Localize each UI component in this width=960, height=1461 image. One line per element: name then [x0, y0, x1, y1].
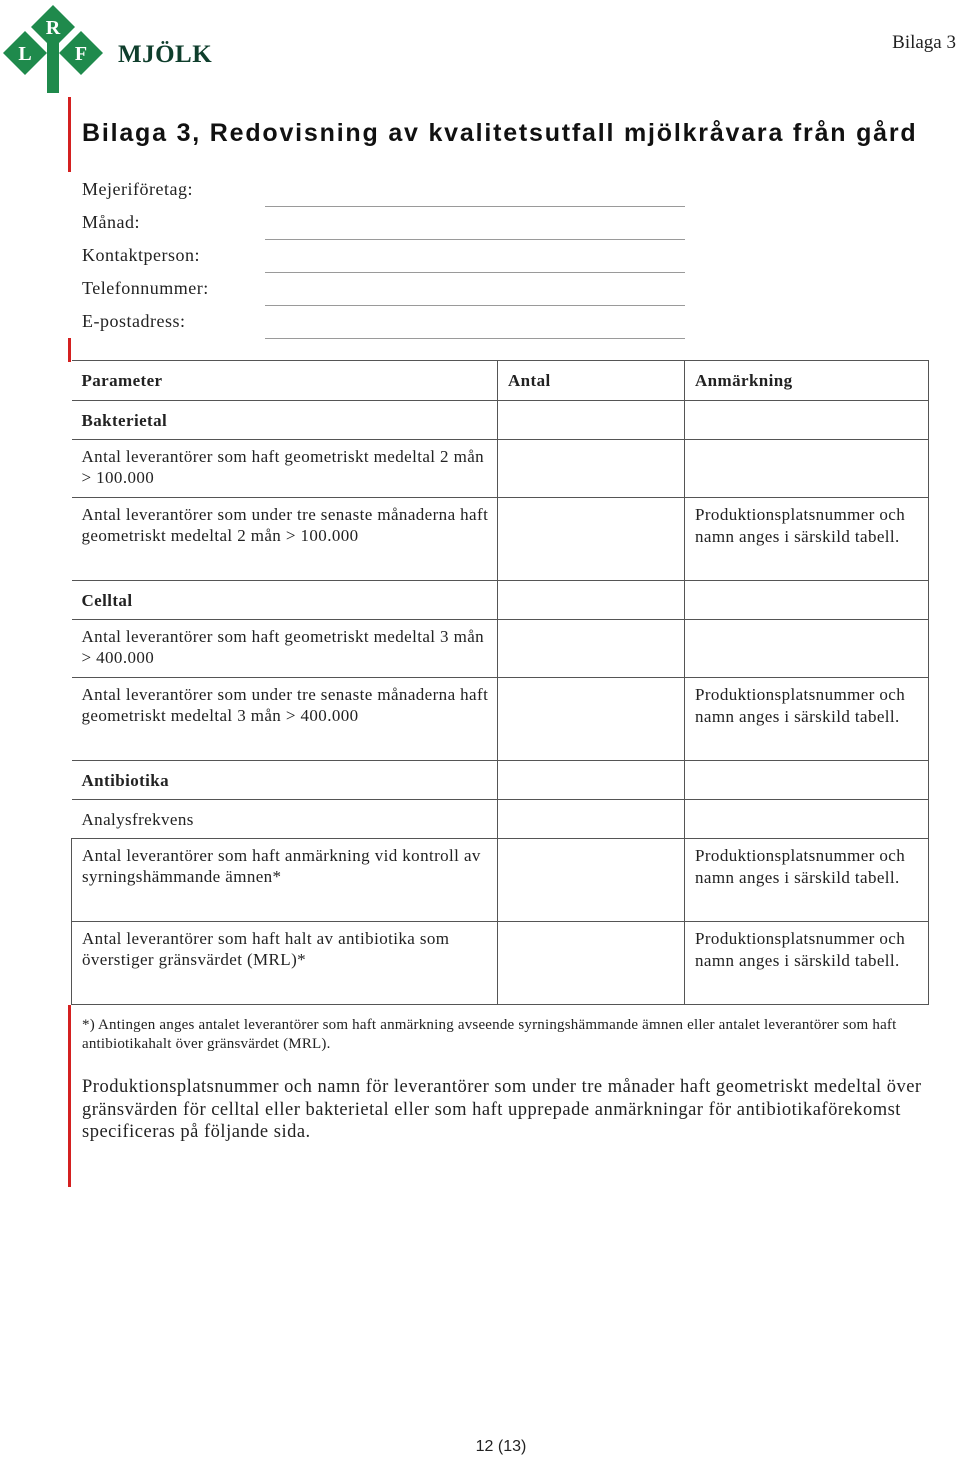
accent-bar-notes: [68, 1005, 71, 1187]
field-label-telefonnummer: Telefonnummer:: [82, 278, 209, 298]
field-line-epostadress[interactable]: [265, 338, 685, 339]
note-cell[interactable]: [685, 581, 929, 620]
param-cell: Antal leverantörer som under tre senaste månaderna haft geometriskt medeltal 2 mån > 100.000: [72, 498, 498, 581]
parameter-table: [71, 360, 929, 1005]
page-number: 12 (13): [475, 1438, 527, 1455]
note-cell[interactable]: [685, 401, 929, 440]
section-row-celltal: [72, 581, 929, 620]
antal-cell[interactable]: [498, 498, 685, 581]
param-cell: Antal leverantörer som haft anmärkning vid kontroll av syrningshämmande ämnen*: [72, 839, 498, 922]
field-label-manad: Månad:: [82, 212, 140, 232]
footnote: *) Antingen anges antalet leverantörer som haft anmärkning avseende syrningshämmande ämnen eller antalet leverantörer som haft antibiotikahalt över gränsvärdet (MRL).: [82, 1017, 897, 1052]
lrf-clover-icon: [2, 3, 114, 95]
attachment-tag: Bilaga 3: [892, 32, 956, 53]
param-cell: Antal leverantörer som under tre senaste månaderna haft geometriskt medeltal 3 mån > 400.000: [72, 678, 498, 761]
note-cell: Produktionsplatsnummer och namn anges i särskild tabell.: [685, 839, 929, 922]
param-cell: Antal leverantörer som haft halt av antibiotika som överstiger gränsvärdet (MRL)*: [72, 922, 498, 1005]
antal-cell[interactable]: [498, 678, 685, 761]
section-row-antibiotika: [72, 761, 929, 800]
note-cell[interactable]: [685, 620, 929, 678]
note-cell: Produktionsplatsnummer och namn anges i särskild tabell.: [685, 922, 929, 1005]
brand-name: MJÖLK: [118, 41, 213, 68]
antal-cell[interactable]: [498, 922, 685, 1005]
field-line-manad[interactable]: [265, 239, 685, 240]
header-anmarkning: Anmärkning: [685, 361, 929, 401]
page-title: Bilaga 3, Redovisning av kvalitetsutfall mjölkråvara från gård: [82, 119, 918, 147]
logo-letter-f: F: [74, 43, 88, 65]
antal-cell[interactable]: [498, 620, 685, 678]
table-row: [72, 922, 929, 1005]
field-label-mejeriforetag: Mejeriföretag:: [82, 179, 193, 199]
field-line-mejeriforetag[interactable]: [265, 206, 685, 207]
logo-letter-l: L: [18, 43, 32, 65]
param-cell: Antal leverantörer som haft geometriskt medeltal 2 mån > 100.000: [72, 440, 498, 498]
field-line-kontaktperson[interactable]: [265, 272, 685, 273]
accent-bar-table: [68, 338, 71, 362]
lrf-mjolk-logo: [2, 3, 212, 95]
table-row: [72, 440, 929, 498]
note-cell[interactable]: [685, 800, 929, 839]
note-cell[interactable]: [685, 761, 929, 800]
antal-cell[interactable]: [498, 581, 685, 620]
field-label-epostadress: E-postadress:: [82, 311, 186, 331]
param-cell: Antal leverantörer som haft geometriskt medeltal 3 mån > 400.000: [72, 620, 498, 678]
section-row-bakterietal: [72, 401, 929, 440]
table-header-row: [72, 361, 929, 401]
note-cell: Produktionsplatsnummer och namn anges i särskild tabell.: [685, 498, 929, 581]
param-cell: Analysfrekvens: [72, 800, 498, 839]
antal-cell[interactable]: [498, 440, 685, 498]
antal-cell[interactable]: [498, 401, 685, 440]
antal-cell[interactable]: [498, 839, 685, 922]
section-title: Celltal: [72, 581, 498, 620]
table-row: [72, 620, 929, 678]
header-parameter: Parameter: [72, 361, 498, 401]
logo-letter-r: R: [45, 17, 61, 39]
note-cell: Produktionsplatsnummer och namn anges i särskild tabell.: [685, 678, 929, 761]
section-title: Antibiotika: [72, 761, 498, 800]
field-line-telefonnummer[interactable]: [265, 305, 685, 306]
instruction-paragraph: Produktionsplatsnummer och namn för leverantörer som under tre månader haft geometriskt medeltal över gränsvärden för celltal eller bakterietal eller som haft upprepade anmärkningar för antibiotikaförekomst specificeras på följande sida.: [82, 1077, 922, 1142]
table-row: [72, 678, 929, 761]
antal-cell[interactable]: [498, 800, 685, 839]
header-antal: Antal: [498, 361, 685, 401]
table-row: [72, 498, 929, 581]
antal-cell[interactable]: [498, 761, 685, 800]
table-row: [72, 800, 929, 839]
section-title: Bakterietal: [72, 401, 498, 440]
table-row: [72, 839, 929, 922]
note-cell[interactable]: [685, 440, 929, 498]
accent-bar-title: [68, 97, 71, 172]
field-label-kontaktperson: Kontaktperson:: [82, 245, 200, 265]
